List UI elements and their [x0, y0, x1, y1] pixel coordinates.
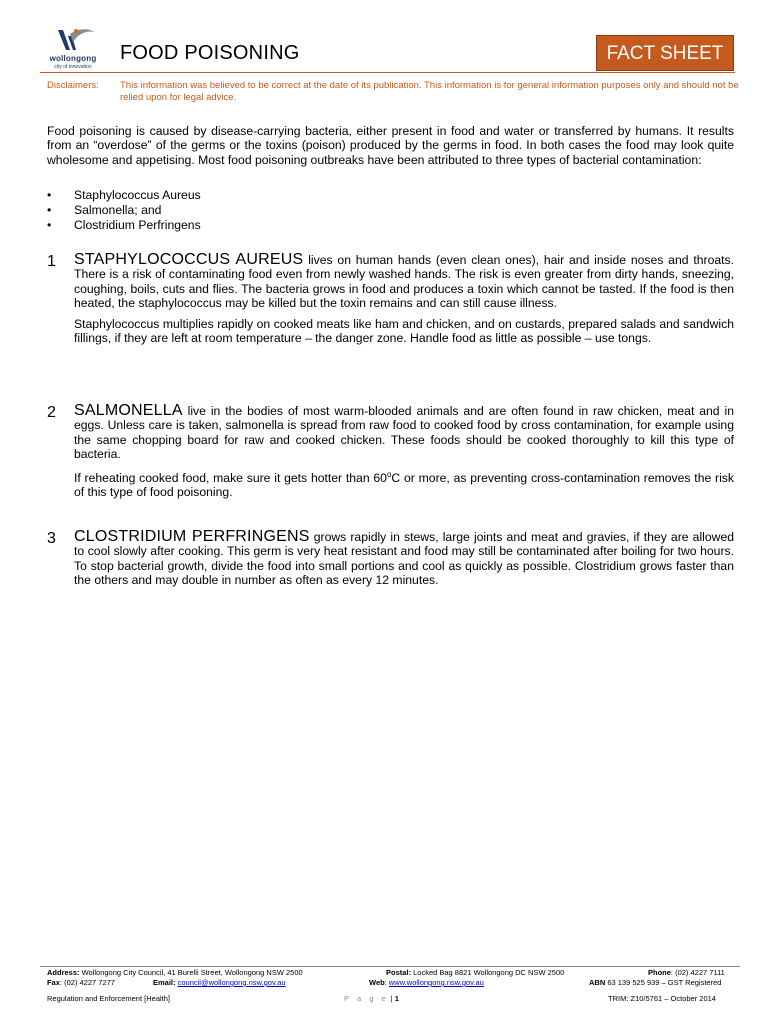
intro-paragraph: Food poisoning is caused by disease-carrying bacteria, either present in food and water or transferred by humans. It results from an “overdose” of the germs or the toxins (poison) produced by the germs in food. In both cases the food may look quite wholesome and appetising. Most food poisoning outbreaks have been attributed to three types of bacterial contamination:: [47, 124, 734, 167]
reheat-text-b: C or more, as preventing cross-contamination removes the risk of this type of food poisoning.: [74, 470, 734, 500]
list-item: [47, 218, 447, 233]
postal-value: Locked Bag 8821 Wollongong DC NSW 2500: [411, 968, 565, 977]
footer-department: Regulation and Enforcement [Health]: [47, 994, 170, 1003]
list-item-text: Clostridium Perfringens: [74, 217, 201, 232]
section-paragraph: [74, 468, 734, 500]
disclaimer-text: This information was believed to be correct at the date of its publication. This information is for general information purposes only and should not be relied upon for legal advice.: [120, 80, 739, 103]
section-number: 1: [47, 253, 56, 270]
fact-sheet-label: FACT SHEET: [606, 43, 724, 64]
section-paragraph: [74, 253, 734, 311]
council-logo: [42, 28, 112, 74]
email-link[interactable]: council@wollongong.nsw.gov.au: [177, 978, 286, 987]
phone-label: Phone: [648, 968, 671, 977]
page-title: FOOD POISONING: [120, 42, 300, 64]
phone-value: : (02) 4227 7111: [670, 968, 725, 977]
disclaimer-label: Disclaimers:: [47, 80, 99, 91]
abn-value: 63 139 525 939 – GST Registered: [605, 978, 722, 987]
bullet-icon: •: [47, 202, 52, 217]
section-paragraph: [74, 404, 734, 462]
section-lead-text: live in the bodies of most warm-blooded animals and are often found in raw chicken, meat and in eggs. Unless care is taken, salmonella is spread from raw food to cooked food by cross contamination, for example using the same chopping board for raw and cooked chicken. These foods should be cooked thoroughly to kill this type of bacteria.: [74, 404, 734, 462]
web-label: Web: [369, 978, 385, 987]
postal-label: Postal:: [386, 968, 412, 977]
logo-tagline: city of innovation: [54, 64, 92, 70]
section-lead-text: grows rapidly in stews, large joints and meat and gravies, if they are allowed to cool slowly after cooking. This germ is very heat resistant and food may still be contaminated after boiling for two hours. To stop bacterial growth, divide the food into small portions and cool as quickly as possible. Clostridium grows faster than the others and may double in number as often as every 12 minutes.: [74, 530, 734, 588]
section-body: [74, 404, 734, 505]
web-link[interactable]: www.wollongong.nsw.gov.au: [388, 978, 484, 987]
email-label: Email:: [153, 978, 176, 987]
section-number: 2: [47, 404, 56, 421]
footer-abn: [589, 978, 721, 988]
list-item: [47, 203, 447, 218]
list-item-text: Salmonella; and: [74, 202, 162, 217]
list-item-text: Staphylococcus Aureus: [74, 188, 201, 202]
section-paragraph: [74, 530, 734, 588]
section-number: 3: [47, 530, 56, 547]
section-heading: CLOSTRIDIUM PERFRINGENS: [74, 528, 310, 545]
footer-trim: TRIM: Z10/5761 – October 2014: [608, 994, 716, 1003]
bullet-icon: •: [47, 188, 52, 202]
fact-sheet-badge: [596, 35, 734, 71]
degree-sup: o: [386, 469, 392, 479]
bacteria-list: [47, 188, 447, 232]
footer-email: [153, 978, 286, 988]
footer-address: [47, 968, 303, 978]
reheat-text-a: If reheating cooked food, make sure it gets hotter than 60: [74, 470, 387, 485]
address-label: Address:: [47, 968, 80, 977]
address-value: Wollongong City Council, 41 Burelli Street, Wollongong NSW 2500: [79, 968, 303, 977]
fax-label: Fax: [47, 978, 60, 987]
footer-divider: [40, 966, 740, 967]
footer-fax: [47, 978, 115, 988]
footer-postal: [386, 968, 564, 978]
bullet-icon: •: [47, 217, 52, 232]
logo-brand: wollongong: [49, 54, 97, 63]
logo-mark-icon: [56, 28, 96, 54]
list-item: [47, 188, 447, 203]
header-divider: [40, 72, 735, 73]
section-body: [74, 530, 734, 594]
page-num: 1: [394, 994, 399, 1003]
page-word: P a g e: [344, 994, 389, 1003]
section-paragraph: Staphylococcus multiplies rapidly on cooked meats like ham and chicken, and on custards, prepared salads and sandwich fillings, if they are left at room temperature – the danger zone. Handle food as little as possible – use tongs.: [74, 316, 734, 346]
fax-value: : (02) 4227 7277: [59, 978, 115, 987]
page-number: [344, 994, 399, 1004]
section-heading: SALMONELLA: [74, 402, 183, 419]
abn-label: ABN: [589, 978, 606, 987]
section-lead-text: lives on human hands (even clean ones), hair and inside noses and throats. There is a risk of contaminating food even from newly washed hands. The risk is even greater from dirty hands, sneezing, coughing, boils, cuts and flies. The bacteria grows in food and produces a toxin which cannot be tasted. If the food is then heated, the staphylococcus may be killed but the toxin remains and can still cause illness.: [74, 253, 734, 311]
web-sep: :: [384, 978, 389, 987]
footer-web: [369, 978, 484, 988]
footer-phone: [648, 968, 725, 978]
section-heading: STAPHYLOCOCCUS AUREUS: [74, 251, 304, 268]
page-sep: |: [388, 994, 395, 1003]
section-body: [74, 253, 734, 351]
